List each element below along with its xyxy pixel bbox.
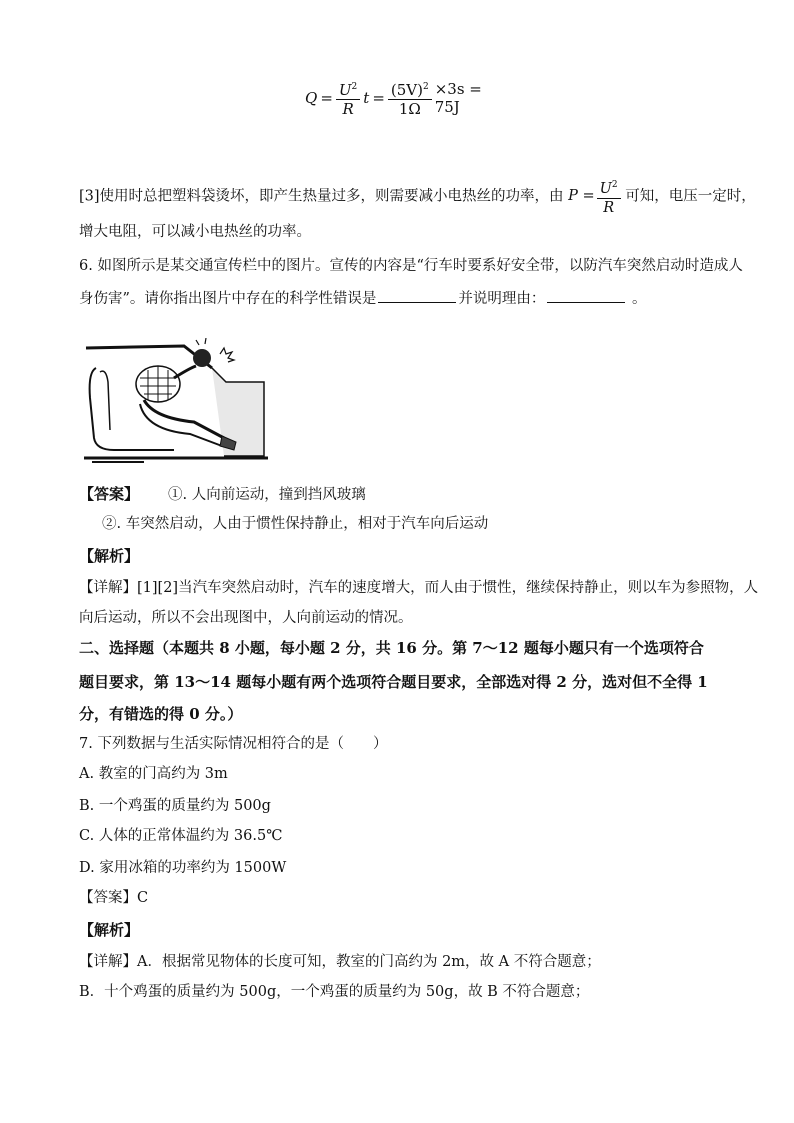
q7-detail-line2: B．十个鸡蛋的质量约为 500g，一个鸡蛋的质量约为 50g，故 B 不符合题意； (79, 984, 590, 1000)
para3-line2: 增大电阻，可以减小电热丝的功率。 (79, 224, 311, 240)
fraction-u2-r: $\frac{U^2}{R}$ (336, 78, 360, 118)
section2-line1: 二、选择题（本题共 8 小题，每小题 2 分，共 16 分。第 7～12 题每小题只有一个选项符合 (79, 639, 704, 657)
formula-heat: Q = $\frac{U^2}{R}$ t = $\frac{(5V)^2}{1\Omega}$ ×3s = 75J (305, 80, 482, 118)
car-passenger-illustration (84, 338, 268, 466)
section2-line3: 分，有错选的得 0 分。） (79, 705, 243, 723)
q6-stem-line2: 身伤害”。请你指出图片中存在的科学性错误是 并说明理由： 。 (79, 288, 647, 309)
q7-answer: 【答案】C (79, 890, 149, 906)
para3-line1: [3]使用时总把塑料袋烫坏，即产生热量过多，则需要减小电热丝的功率，由 P = $\frac{U^2}{R}$ 可知，电压一定时， (79, 176, 756, 217)
answer-blank-2[interactable] (547, 288, 625, 303)
q7-option-c[interactable]: C. 人体的正常体温约为 36.5℃ (79, 828, 283, 844)
q7-detail-line1: 【详解】A．根据常见物体的长度可知，教室的门高约为 2m，故 A 不符合题意； (79, 954, 601, 970)
q7-option-d[interactable]: D. 家用冰箱的功率约为 1500W (79, 860, 287, 876)
answer-blank-1[interactable] (378, 288, 456, 303)
q6-analysis-label: 【解析】 (79, 547, 140, 565)
formula-power: P = $\frac{U^2}{R}$ (568, 176, 620, 217)
q7-analysis-label: 【解析】 (79, 921, 140, 939)
formula-lhs: Q (305, 89, 318, 107)
q6-answer-line2: ②. 车突然启动，人由于惯性保持静止，相对于汽车向后运动 (102, 516, 489, 532)
q7-option-b[interactable]: B. 一个鸡蛋的质量约为 500g (79, 798, 271, 814)
q6-answer-line1: 【答案】 ①. 人向前运动，撞到挡风玻璃 (79, 485, 366, 503)
q7-option-a[interactable]: A. 教室的门高约为 3m (79, 766, 228, 782)
q6-detail-line1: 【详解】[1][2]当汽车突然启动时，汽车的速度增大，而人由于惯性，继续保持静止，则以车为参照物，人 (79, 580, 759, 596)
q6-detail-line2: 向后运动，所以不会出现图中，人向前运动的情况。 (79, 610, 413, 626)
fraction-5v-1ohm: $\frac{(5V)^2}{1\Omega}$ (388, 78, 432, 118)
q6-stem-line1: 6. 如图所示是某交通宣传栏中的图片。宣传的内容是“行车时要系好安全带，以防汽车突然启动时造成人 (79, 258, 743, 274)
q7-stem: 7. 下列数据与生活实际情况相符合的是（ ） (79, 736, 388, 752)
section2-line2: 题目要求，第 13～14 题每小题有两个选项符合题目要求，全部选对得 2 分，选对但不全得 1 (79, 673, 708, 691)
